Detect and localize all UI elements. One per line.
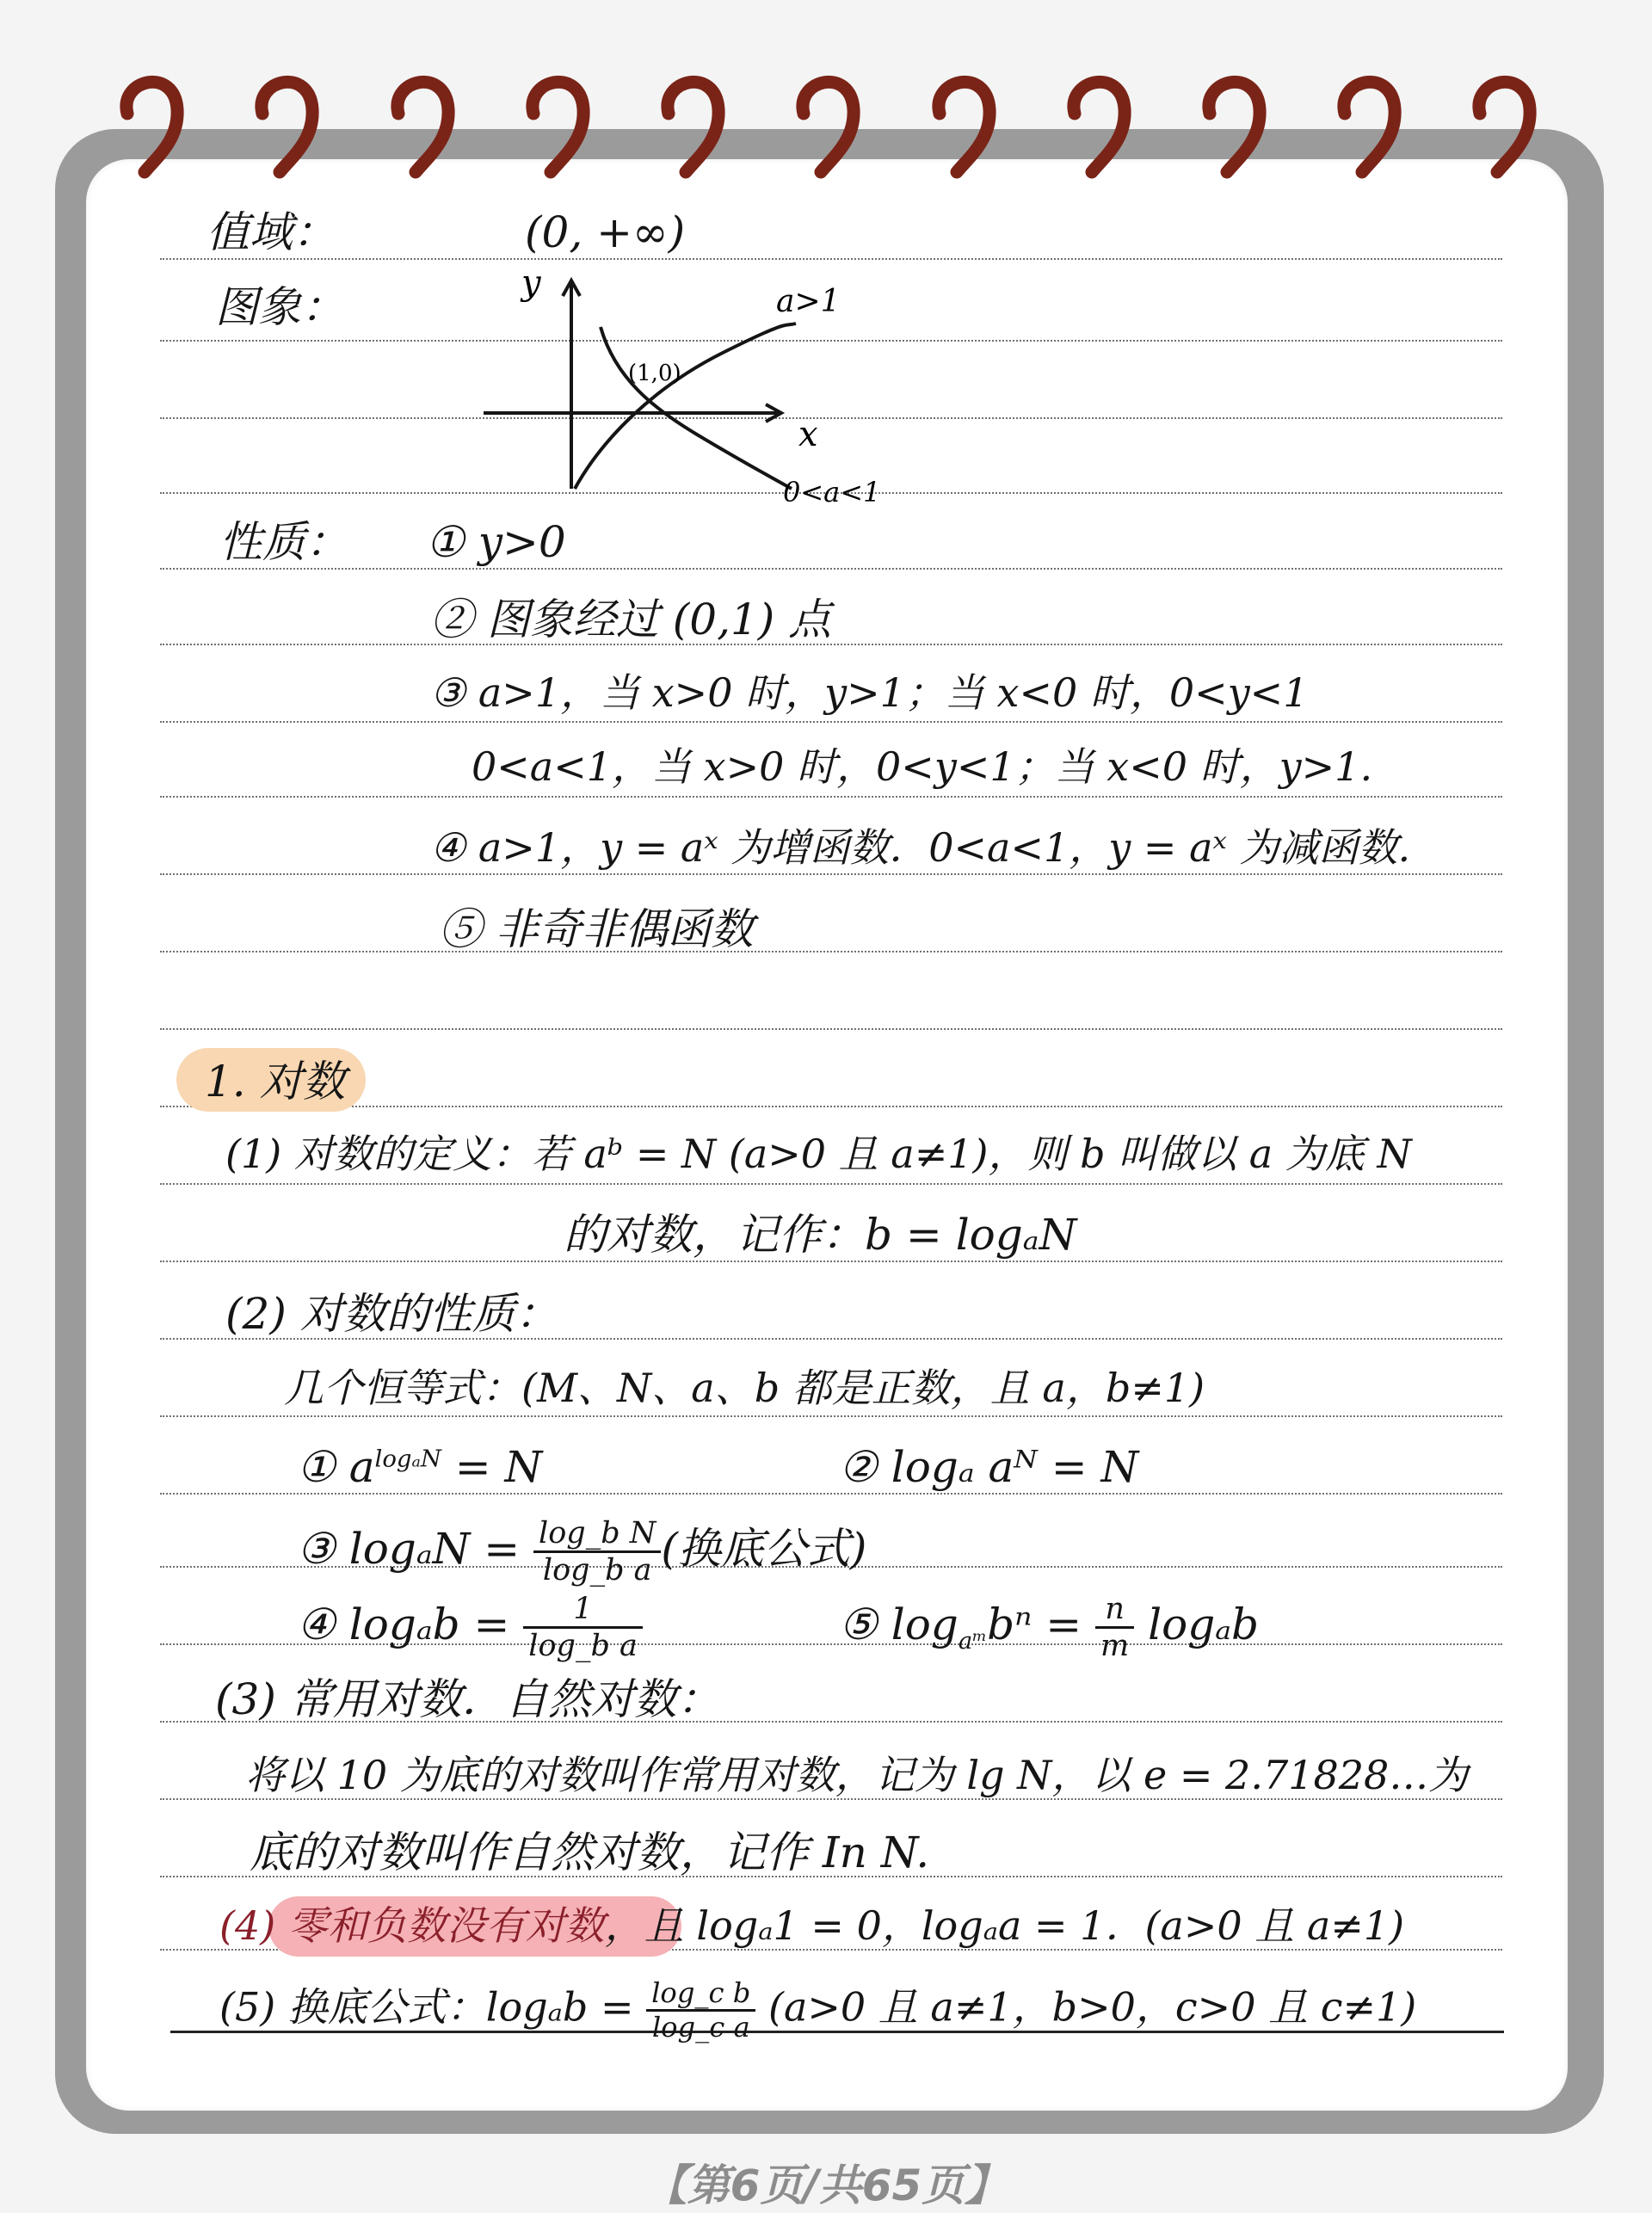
ruled-line [160, 721, 1502, 723]
props-label: 性质： [219, 517, 348, 567]
prop-3b: 0<a<1，当 x>0 时，0<y<1；当 x<0 时，y>1. [472, 743, 1373, 790]
definition-line-2: 的对数，记作：b = logₐN [564, 1210, 1077, 1260]
section-heading: 1. 对数 [205, 1057, 346, 1106]
ruled-line [160, 1106, 1502, 1107]
identity-3: ③ logₐN = $\frac{\text{log\_b N}}{\text{log\_b a}}$ (换底公式) [297, 1516, 867, 1588]
prop-4: ④ a>1，y = aˣ 为增函数．0<a<1，y = aˣ 为减函数. [430, 824, 1411, 871]
common-log-line-1: 将以 10 为底的对数叫作常用对数，记为 lg N，以 e = 2.71828…为 [245, 1752, 1469, 1798]
identities-heading: 几个恒等式：(M、N、a、b 都是正数，且 a，b≠1) [284, 1365, 1205, 1411]
y-axis-label: y [521, 263, 541, 303]
binder-ring [1463, 62, 1538, 191]
properties-heading: (2) 对数的性质： [225, 1289, 558, 1339]
range-value: (0, +∞) [525, 207, 686, 257]
binder-ring [245, 62, 321, 191]
ruled-line [160, 1183, 1502, 1185]
binder-ring [922, 62, 998, 191]
exponential-graph [465, 258, 946, 516]
x-axis-label: x [798, 415, 818, 454]
ruled-line [160, 796, 1502, 798]
ruled-line [160, 873, 1502, 875]
common-log-heading: (3) 常用对数．自然对数： [215, 1674, 720, 1724]
binder-ring [381, 62, 457, 191]
ruled-line [160, 568, 1502, 570]
identity-2: ② logₐ aᴺ = N [839, 1442, 1139, 1492]
range-label: 值域： [206, 207, 336, 257]
binder-ring [516, 62, 592, 191]
curve-up-label: a>1 [776, 284, 841, 319]
binder-ring [786, 62, 862, 191]
prop-5: ⑤ 非奇非偶函数 [439, 904, 754, 954]
binder-ring [110, 62, 186, 191]
identity-1: ① $a^{log_aN} = N$ [297, 1442, 543, 1492]
item-4-highlighted-text: (4) 零和负数没有对数 [219, 1902, 605, 1949]
identity-4: ④ logₐb = $\frac{1}{\text{log\_b a}}$ [297, 1592, 643, 1664]
identity-5: ⑤ $\log_{aᵐ}b^n$ = $\frac{n}{m}$ logₐb [839, 1592, 1260, 1664]
curve-down-label: 0<a<1 [783, 476, 881, 509]
prop-3a: ③ a>1，当 x>0 时，y>1；当 x<0 时，0<y<1 [430, 669, 1309, 716]
prop-1: ① y>0 [426, 517, 566, 567]
ruled-line [160, 1415, 1502, 1417]
binder-ring [651, 62, 727, 191]
ruled-line [160, 1493, 1502, 1495]
point-label: (1,0) [628, 361, 681, 386]
common-log-line-2: 底的对数叫作自然对数，记作 In N. [250, 1828, 930, 1877]
prop-2: ② 图象经过 (0,1) 点 [430, 595, 832, 644]
binder-ring [1193, 62, 1268, 191]
ruled-line [160, 1028, 1502, 1030]
item-4: (4) 零和负数没有对数，且 logₐ1 = 0，logₐa = 1．(a>0 且 a≠1) [219, 1902, 1405, 1949]
binder-ring [1057, 62, 1133, 191]
ruled-line [160, 951, 1502, 952]
ruled-line [160, 644, 1502, 645]
page-footer: 【第6页/共65页】 [644, 2161, 1008, 2210]
ruled-line [160, 1798, 1502, 1800]
graph-label: 图象： [215, 282, 344, 332]
binder-ring [1328, 62, 1403, 191]
item-5: (5) 换底公式：logₐb = $\frac{\text{log\_c b}}{\text{log\_c a}}$ (a>0 且 a≠1，b>0，c>0 且 c≠1) [219, 1976, 1417, 2044]
curve-a-between-0-1 [601, 327, 792, 489]
definition-line-1: (1) 对数的定义：若 aᵇ = N (a>0 且 a≠1)，则 b 叫做以 a 为底 N [225, 1131, 1412, 1177]
ruled-line [160, 1261, 1502, 1262]
